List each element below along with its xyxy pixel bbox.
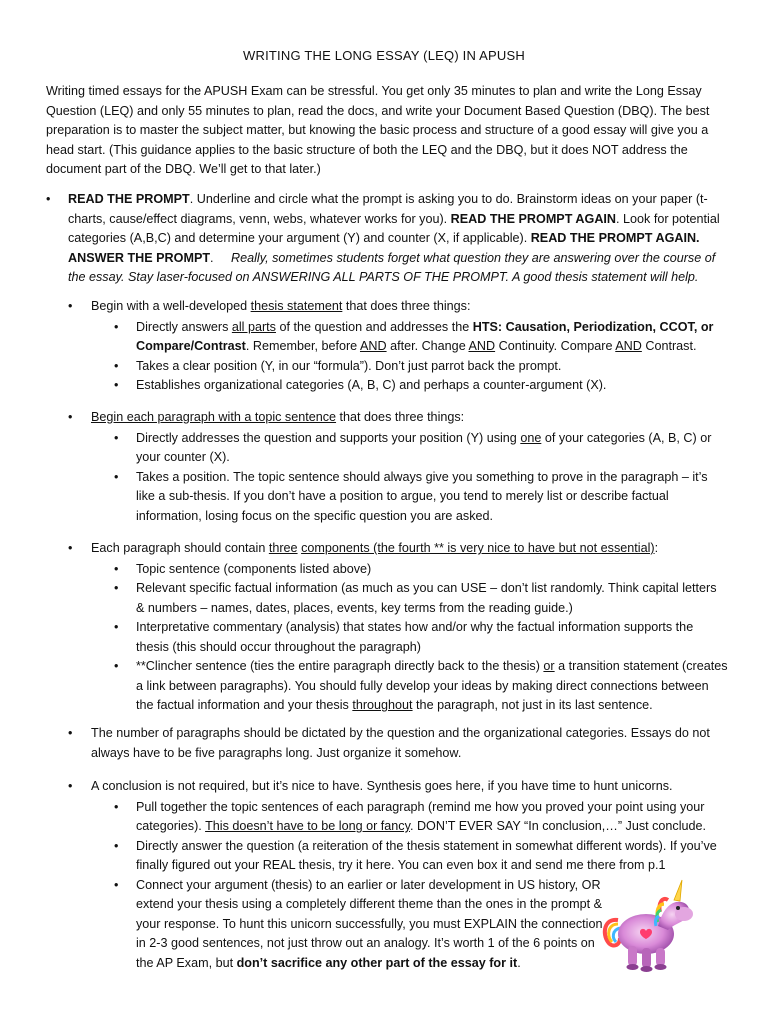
text-part: that does three things: — [342, 299, 471, 313]
underline-all-parts: all parts — [231, 319, 276, 334]
bullet-dot: • — [114, 430, 119, 445]
bullet-dot: • — [114, 561, 119, 576]
components-subitems — [114, 560, 728, 716]
text-part: Establishes organizational categories (A, B, C) and perhaps a counter-argument (X). — [136, 378, 607, 392]
text-part: . DON’T EVER SAY “In conclusion,…” Just conclude. — [409, 819, 707, 833]
bullet-dot: • — [114, 799, 119, 814]
underline-three: three — [268, 541, 298, 555]
bullet-topic-sentence — [68, 408, 728, 526]
bullet-components — [68, 539, 728, 716]
page-title: WRITING THE LONG ESSAY (LEQ) IN APUSH — [243, 48, 525, 63]
bold-read-prompt-again: READ THE PROMPT AGAIN — [450, 211, 617, 226]
topic-item-1 — [114, 429, 728, 468]
bullet-text — [91, 539, 728, 716]
text-part: a transition statement (creates a link between paragraphs). You should fully develop your ideas by making direct connections between the factual information and your thesis — [136, 659, 728, 712]
bullet-dot: • — [114, 838, 119, 853]
bullet-text — [91, 408, 728, 526]
bullet-read-the-prompt — [46, 190, 726, 288]
text-part: Connect your argument (thesis) to an earlier or later development in US history, OR extend your thesis using a completely different theme than the ones in the prompt & your response. To hunt this unicorn successfully, you must EXPLAIN the connection in 2-3 good sentences, not just throw out an analogy. It’s worth 1 of the 6 points on the AP Exam, but — [136, 877, 603, 970]
text-part: Directly addresses the question and supports your position (Y) using — [136, 430, 521, 445]
text-part: Pull together the topic sentences of each paragraph (remind me how you proved your point using your categories). — [136, 799, 705, 833]
bullet-dot: • — [114, 358, 119, 373]
text-part: : — [654, 541, 659, 555]
underline-not-long: This doesn’t have to be long or fancy — [205, 819, 410, 833]
text-part: A conclusion is not required, but it’s nice to have. Synthesis goes here, if you have time to hunt unicorns. — [91, 779, 673, 793]
text-part: . Remember, before — [245, 339, 360, 353]
text-part: Each paragraph should contain — [91, 541, 269, 555]
text-part: of your categories (A, B, C) or your counter (X). — [136, 430, 712, 464]
conclusion-item-3 — [114, 876, 606, 974]
underline-and: AND — [615, 339, 642, 353]
text-part: Interpretative commentary (analysis) that states how and/or why the factual information supports the thesis (this should occur throughout the paragraph) — [136, 620, 694, 654]
bold-read-prompt: READ THE PROMPT — [68, 192, 190, 206]
text-part: **Clincher sentence (ties the entire paragraph directly back to the thesis) — [136, 659, 544, 673]
bullet-dot: • — [46, 192, 51, 206]
text-part: . Look for potential categories (A,B,C) and determine your argument (Y) and counter (X, if applicable). — [68, 211, 720, 245]
topic-item-2 — [114, 468, 728, 527]
thesis-item-1 — [114, 318, 728, 357]
bullet-dot: • — [68, 299, 73, 313]
bullet-text: The number of paragraphs should be dictated by the question and the organizational categories. Essays do not always have to be five paragraphs long. Just organize it somehow. — [91, 726, 710, 760]
text-part: . — [210, 250, 214, 265]
text-part: the paragraph, not just in its last sentence. — [412, 698, 653, 712]
underline-throughout: throughout — [352, 698, 413, 712]
thesis-item-2 — [114, 357, 728, 377]
text-part: Takes a clear position (Y, in our “formula”). Don’t just parrot back the prompt. — [136, 358, 562, 373]
underline-thesis: thesis statement — [250, 299, 343, 313]
unicorn-icon — [598, 868, 698, 978]
text-part: Directly answers — [136, 319, 232, 334]
underline-and: AND — [359, 339, 387, 353]
bullet-dot: • — [114, 581, 119, 595]
components-item-4 — [114, 657, 728, 716]
bullet-text — [91, 297, 728, 396]
underline-components: components (the fourth ** is very nice to have but not essential) — [301, 541, 655, 555]
underline-or: or — [543, 659, 555, 673]
text-part: Continuity. Compare — [495, 339, 616, 353]
bullet-dot: • — [114, 877, 119, 892]
bullet-dot: • — [68, 779, 73, 793]
text-part: that does three things: — [336, 410, 465, 424]
bullet-paragraph-count — [68, 724, 728, 763]
bold-read-prompt-again-2: READ THE PROMPT AGAIN. — [530, 231, 700, 245]
bullet-dot: • — [114, 659, 119, 673]
text-part: Relevant specific factual information (as much as you can USE – don’t list randomly. Think capital letters & numbers – names, dates, places, events, key terms from the reading guide.) — [136, 581, 717, 615]
text-part: of the question and addresses the — [275, 319, 473, 334]
underline-topic: Begin each paragraph with a topic sentence — [91, 410, 337, 424]
text-part: Contrast. — [641, 339, 697, 353]
components-item-1 — [114, 560, 728, 580]
bold-answer-prompt: ANSWER THE PROMPT — [68, 250, 211, 265]
conclusion-item-1 — [114, 798, 728, 837]
bold-hts: HTS: Causation, Periodization, CCOT, or Compare/Contrast — [136, 319, 714, 353]
text-part: Directly answer the question (a reiteration of the thesis statement in somewhat different words). If you’ve finally figured out your REAL thesis, try it here. You can even box it and send me there from p.1 — [136, 838, 717, 872]
text-part: Topic sentence (components listed above) — [136, 561, 372, 576]
bullet-dot: • — [114, 469, 119, 484]
underline-and: AND — [468, 339, 496, 353]
text-part: Begin with a well-developed — [91, 299, 251, 313]
intro-paragraph: Writing timed essays for the APUSH Exam can be stressful. You get only 35 minutes to plan and write the Long Essay Question (LEQ) and only 55 minutes to plan, read the docs, and write your Document Based Question (DBQ). The best preparation is to master the subject matter, but knowing the basic process and structure of a good essay will give you a head start. (This guidance applies to the basic structure of both the LEQ and the DBQ, but it does NOT address the document part of the DBQ. We’ll get to that later.) — [46, 84, 710, 176]
italic-note: Really, sometimes students forget what question they are answering over the course of the essay. Stay laser-focused on ANSWERING ALL PARTS OF THE PROMPT. A good thesis statement will help. — [68, 250, 716, 284]
text-part: after. Change — [386, 339, 469, 353]
bullet-text — [68, 190, 726, 288]
text-part: . Underline and circle what the prompt is asking you to do. Brainstorm ideas on your paper (t-charts, cause/effect diagrams, venn, webs, whatever works for you). — [68, 192, 708, 226]
bold-dont-sacrifice: don’t sacrifice any other part of the essay for it — [236, 955, 518, 970]
topic-subitems — [114, 429, 728, 527]
thesis-subitems — [114, 318, 728, 396]
bullet-dot: • — [114, 319, 119, 334]
thesis-item-3 — [114, 376, 728, 396]
text-part: . — [517, 955, 521, 970]
bullet-dot: • — [68, 726, 73, 740]
bullet-dot: • — [68, 541, 73, 555]
bullet-dot: • — [68, 410, 73, 424]
bullet-dot: • — [114, 378, 119, 392]
components-item-3 — [114, 618, 728, 657]
bullet-dot: • — [114, 620, 119, 634]
components-item-2 — [114, 579, 728, 618]
text-part: Takes a position. The topic sentence should always give you something to prove in the paragraph – it’s like a sub-thesis. If you don’t have a position to argue, you tend to merely list or describe factual information, losing focus on the specific question you are asked. — [136, 469, 708, 523]
bullet-thesis-statement — [68, 297, 728, 396]
underline-one: one — [520, 430, 542, 445]
